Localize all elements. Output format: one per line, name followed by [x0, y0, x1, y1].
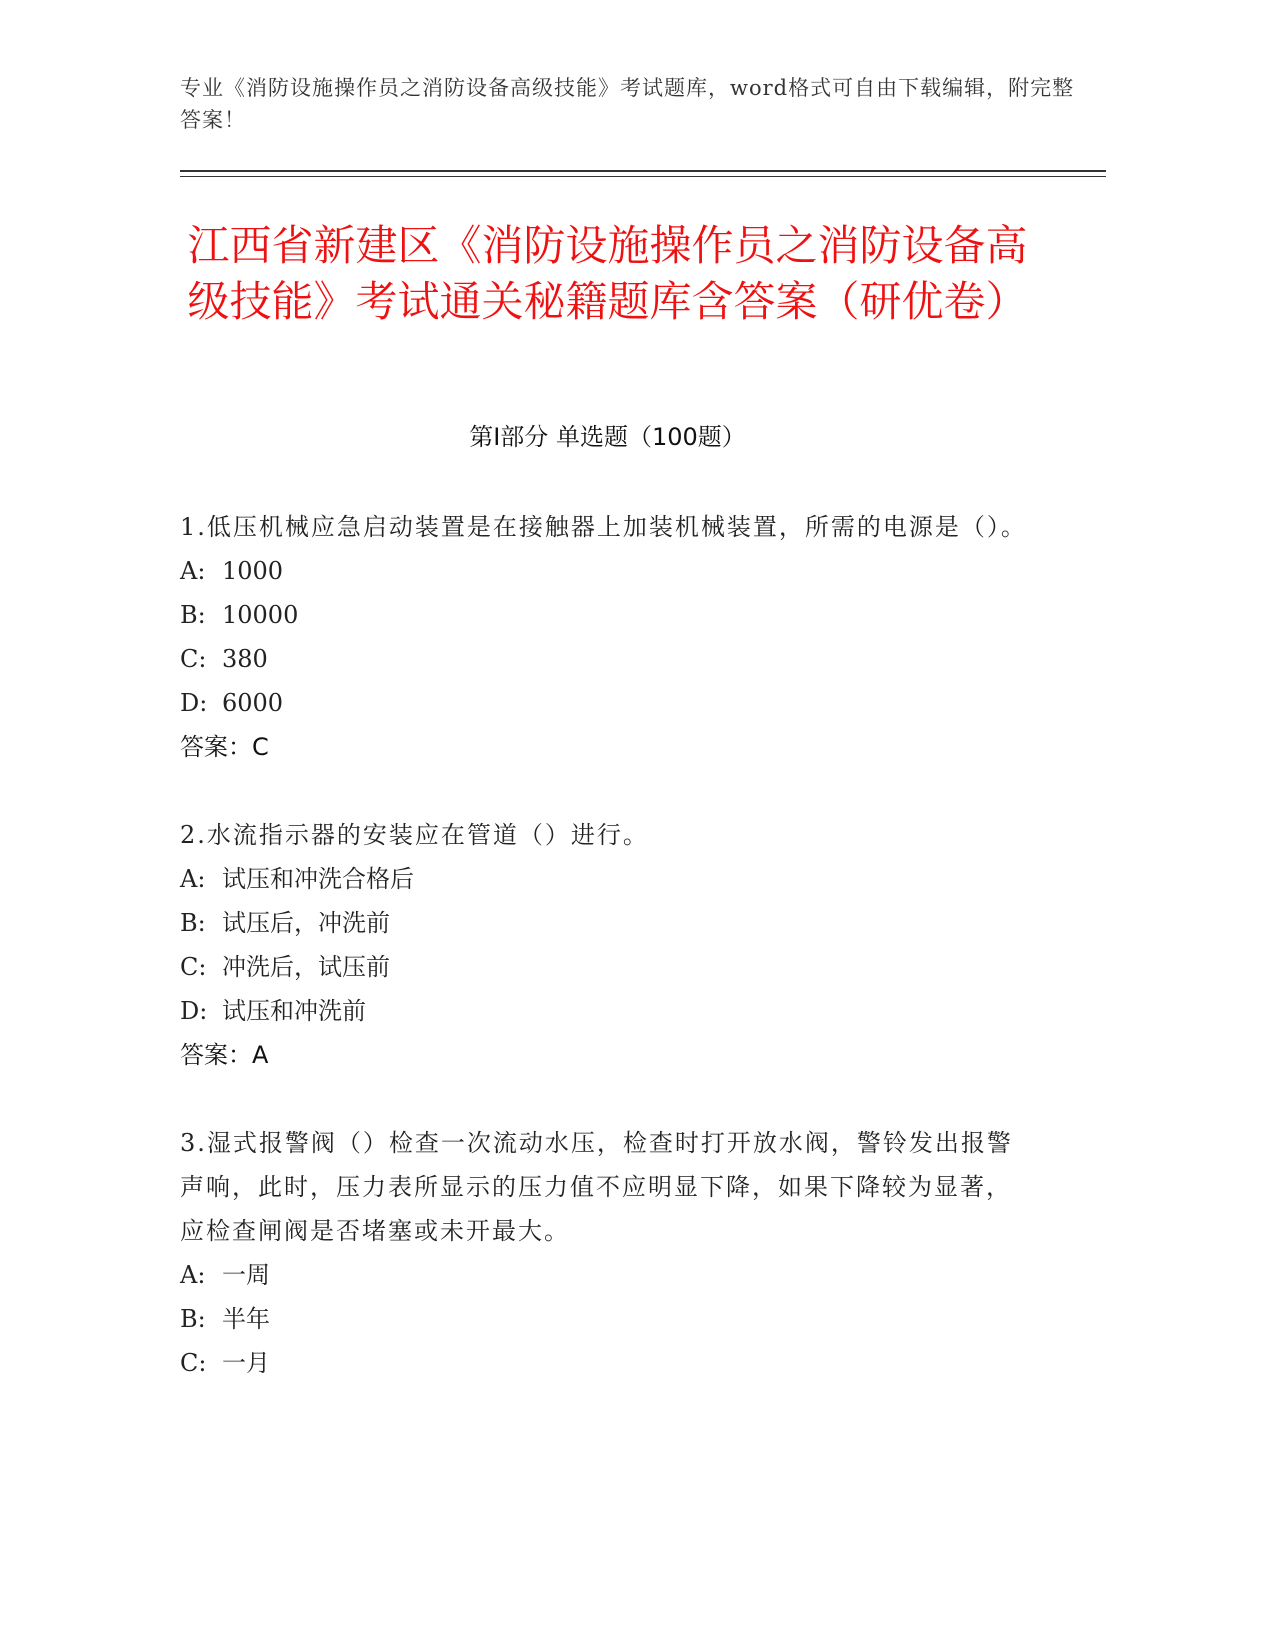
question-stem: 3.湿式报警阀（）检查一次流动水压，检查时打开放水阀，警铃发出报警声响，此时，压力表所显示的压力值不应明显下降，如果下降较为显著，应检查闸阀是否堵塞或未开最大。	[180, 1129, 1013, 1245]
question-list	[180, 505, 1030, 1429]
section-title: 第I部分 单选题（100题）	[469, 423, 746, 451]
question-stem: 1.低压机械应急启动装置是在接触器上加装机械装置，所需的电源是（）。	[180, 513, 1027, 541]
option-b	[180, 901, 1030, 945]
option-a	[180, 549, 1030, 593]
option-key: D:	[180, 689, 208, 717]
option-b	[180, 593, 1030, 637]
option-text: 380	[222, 645, 268, 673]
option-c	[180, 637, 1030, 681]
option-text: 试压和冲洗前	[222, 997, 366, 1025]
option-c	[180, 1341, 1030, 1385]
option-key: C:	[180, 953, 207, 981]
question-2	[180, 813, 1030, 1077]
header-rule-thick	[180, 170, 1106, 172]
option-key: C:	[180, 1349, 207, 1377]
option-d	[180, 681, 1030, 725]
answer-label: 答案：A	[180, 1041, 269, 1069]
header-rule-thin	[180, 176, 1106, 177]
question-3	[180, 1121, 1030, 1385]
option-key: A:	[180, 1261, 206, 1289]
option-key: D:	[180, 997, 208, 1025]
answer-label: 答案：C	[180, 733, 269, 761]
question-1	[180, 505, 1030, 769]
option-d	[180, 989, 1030, 1033]
option-text: 冲洗后，试压前	[222, 953, 390, 981]
option-text: 试压和冲洗合格后	[222, 865, 414, 893]
option-key: B:	[180, 1305, 206, 1333]
header-note: 专业《消防设施操作员之消防设备高级技能》考试题库，word格式可自由下载编辑，附完整答案！	[180, 76, 1075, 132]
option-key: A:	[180, 865, 206, 893]
option-text: 10000	[222, 601, 299, 629]
option-text: 6000	[222, 689, 284, 717]
option-c	[180, 945, 1030, 989]
option-a	[180, 1253, 1030, 1297]
option-text: 一月	[222, 1349, 270, 1377]
option-a	[180, 857, 1030, 901]
option-text: 一周	[222, 1261, 270, 1289]
option-b	[180, 1297, 1030, 1341]
document-title: 江西省新建区《消防设施操作员之消防设备高级技能》考试通关秘籍题库含答案（研优卷）	[187, 221, 1028, 326]
option-text: 半年	[222, 1305, 270, 1333]
option-key: B:	[180, 909, 206, 937]
option-key: B:	[180, 601, 206, 629]
option-key: A:	[180, 557, 206, 585]
option-text: 试压后，冲洗前	[222, 909, 390, 937]
option-key: C:	[180, 645, 207, 673]
option-text: 1000	[222, 557, 284, 585]
question-stem: 2.水流指示器的安装应在管道（）进行。	[180, 821, 649, 849]
